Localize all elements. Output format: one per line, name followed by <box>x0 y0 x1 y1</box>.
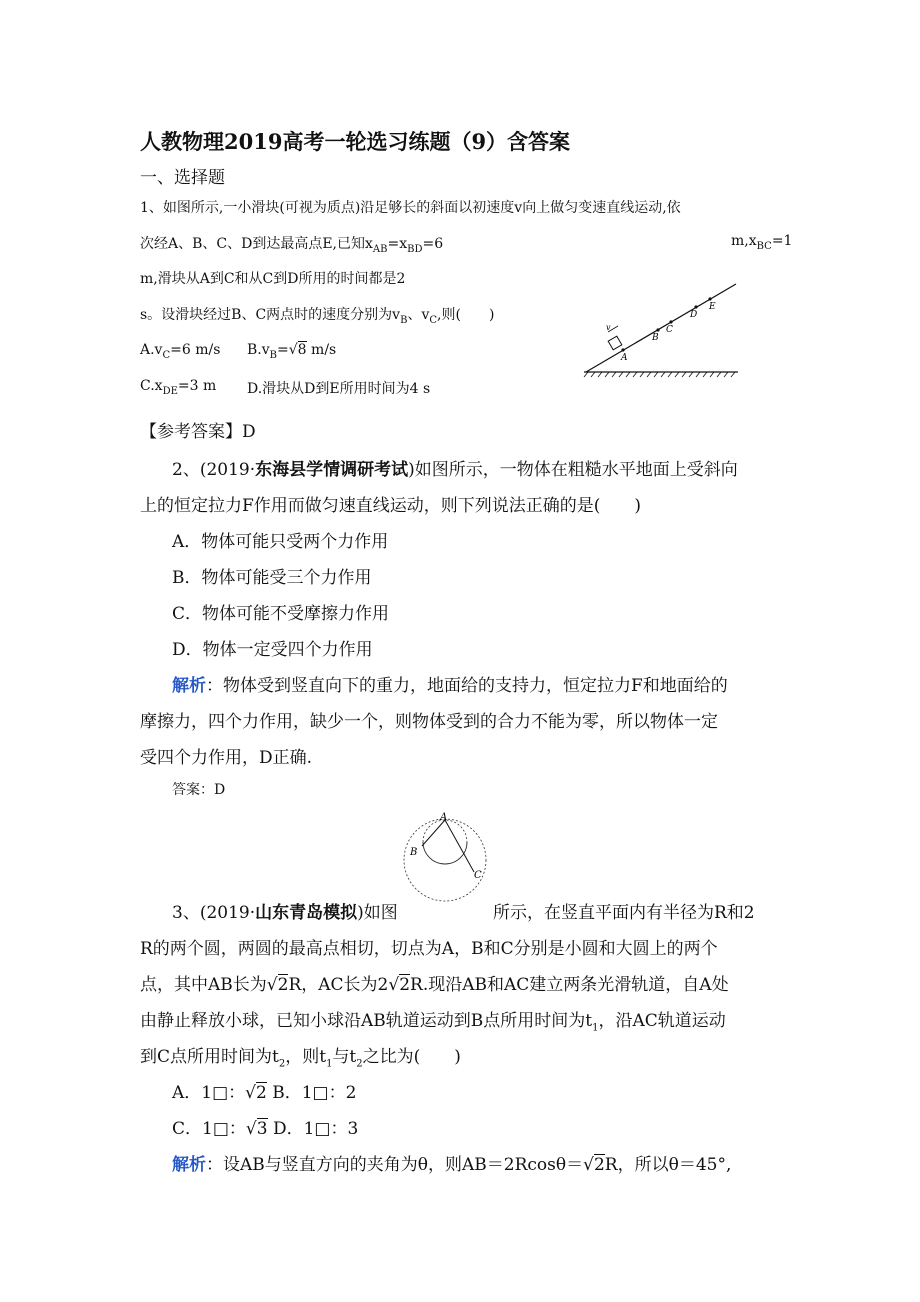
q3-line5-sub2: 1 <box>326 1058 333 1070</box>
chord-ac <box>445 820 474 872</box>
q1-line2-right <box>731 233 792 252</box>
q3-analysis-a: ：设AB与竖直方向的夹角为θ，则AB＝2Rcosθ＝ <box>206 1155 584 1175</box>
q3-line1-c: )如图 <box>357 903 398 923</box>
q3-line5 <box>140 1042 461 1069</box>
q1-option-c-sub: DE <box>162 385 178 397</box>
q3-line3-b: R，AC长为2 <box>288 975 389 995</box>
q2-analysis-line1 <box>172 671 728 696</box>
q1-option-a-a: A.v <box>140 342 163 358</box>
q1-sub-b: B <box>400 314 408 326</box>
q2-source: 东海县学情调研考试 <box>255 460 409 480</box>
q3-line5-sub1: 2 <box>278 1058 286 1070</box>
q3-line3-rad1: 2 <box>277 975 289 995</box>
q3-analysis-line1 <box>172 1150 731 1175</box>
q3-option-c-a: C．1□： <box>172 1119 246 1139</box>
label-point-c: C <box>474 870 482 881</box>
q2-option-a: A．物体可能只受两个力作用 <box>172 532 389 552</box>
q1-line4-c: ,则( ) <box>437 307 495 323</box>
label-a: A <box>621 353 628 363</box>
q3-analysis-label: 解析 <box>172 1155 206 1175</box>
q3-line3 <box>140 970 729 995</box>
q3-option-a-a: A．1□： <box>172 1083 246 1103</box>
q2-analysis-line2: 摩擦力，四个力作用，缺少一个，则物体受到的合力不能为零，所以物体一定 <box>140 712 718 732</box>
page-title: 人教物理2019高考一轮选习练题（9）含答案 <box>140 129 571 154</box>
sqrt-sign: √ <box>388 975 400 995</box>
q3-line3-rad2: 2 <box>399 975 411 995</box>
q1-option-b-sub: B <box>269 349 278 361</box>
q2-option-d: D．物体一定受四个力作用 <box>172 640 373 660</box>
small-circle-arc <box>423 842 467 864</box>
q1-option-a-sub: C <box>162 349 171 361</box>
label-e: E <box>709 302 716 312</box>
q3-line4-b: ，沿AC轨道运动 <box>598 1011 726 1031</box>
q3-line1-a: 3、(2019· <box>172 903 256 923</box>
sqrt-sign: √ <box>245 1119 257 1139</box>
point-a <box>621 348 624 351</box>
q3-line5-sub3: 2 <box>356 1058 363 1070</box>
q2-analysis-line3: 受四个力作用，D正确. <box>140 748 313 768</box>
q3-line5-d: 之比为( ) <box>362 1047 461 1067</box>
q2-line1-c: )如图所示，一物体在粗糙水平地面上受斜向 <box>408 460 738 480</box>
section-heading: 一、选择题 <box>140 168 225 188</box>
q3-analysis-b: R，所以θ＝45°, <box>604 1155 732 1175</box>
q1-option-b-b: =√ <box>277 342 298 358</box>
q1-line4-a: s。设滑块经过B、C两点时的速度分别为v <box>140 307 401 323</box>
label-point-a: A <box>440 812 448 823</box>
q1-option-c-a: C.x <box>140 378 163 394</box>
q3-line1-right: 所示，在竖直平面内有半径为R和2 <box>493 903 755 923</box>
circles-figure <box>398 812 494 904</box>
label-point-b: B <box>410 847 418 858</box>
q1-eq1: =x <box>387 236 408 252</box>
point-d <box>694 305 697 308</box>
q3-line1 <box>172 898 398 923</box>
label-b: B <box>652 333 659 343</box>
q3-options-row2 <box>172 1114 358 1139</box>
q3-option-d: D．1□：3 <box>272 1119 359 1139</box>
incline-figure <box>580 280 742 380</box>
q2-answer: 答案：D <box>172 782 226 798</box>
point-c <box>669 320 672 323</box>
label-d: D <box>690 310 698 320</box>
q1-option-b-a: B.v <box>247 342 270 358</box>
q3-analysis-rad: 2 <box>593 1155 605 1175</box>
q1-option-a <box>140 342 220 361</box>
slider-block <box>608 336 622 350</box>
q3-option-b: B．1□：2 <box>272 1083 357 1103</box>
ground-hatching <box>584 372 735 377</box>
q2-option-c: C．物体可能不受摩擦力作用 <box>172 604 390 624</box>
q2-analysis-text1: ：物体受到竖直向下的重力，地面给的支持力，恒定拉力F和地面给的 <box>206 676 728 696</box>
large-circle <box>404 819 486 901</box>
q3-options-row1 <box>172 1078 356 1103</box>
q1-line3: m,滑块从A到C和从C到D所用的时间都是2 <box>140 271 406 287</box>
q3-option-c-rad: 3 <box>256 1119 268 1139</box>
sqrt-sign: √ <box>245 1083 256 1103</box>
sqrt-sign: √ <box>583 1155 594 1175</box>
q1-line2-right-post: =1 <box>771 233 793 249</box>
q1-line2 <box>140 233 443 255</box>
q2-option-b: B．物体可能受三个力作用 <box>172 568 372 588</box>
q3-line5-c: 与t <box>332 1047 357 1067</box>
q1-answer: 【参考答案】D <box>140 422 256 442</box>
q3-line4-sub: 1 <box>592 1022 599 1034</box>
q3-option-a-rad: 2 <box>256 1083 267 1103</box>
q3-line2: R的两个圆，两圆的最高点相切，切点为A，B和C分别是小圆和大圆上的两个 <box>140 939 718 959</box>
q2-line1-a: 2、(2019· <box>172 460 256 480</box>
q1-line4 <box>140 304 494 326</box>
q2-analysis-label: 解析 <box>172 676 206 696</box>
q1-sub-bd: BD <box>407 243 423 255</box>
sqrt-sign: √ <box>266 975 278 995</box>
q1-option-b-c: m/s <box>306 342 337 358</box>
q3-line5-b: ，则t <box>285 1047 327 1067</box>
label-v: v <box>606 323 611 332</box>
q1-option-c <box>140 378 216 397</box>
point-e <box>708 297 711 300</box>
q3-line4-a: 由静止释放小球，已知小球沿AB轨道运动到B点所用时间为t <box>140 1011 593 1031</box>
q1-line2-text: 次经A、B、C、D到达最高点E,已知x <box>140 236 373 252</box>
q3-source: 山东青岛模拟 <box>255 903 358 923</box>
q1-sub-c: C <box>429 314 438 326</box>
q1-option-b-rad: 8 <box>297 342 307 358</box>
q1-sub-ab: AB <box>372 243 388 255</box>
q1-eq2: =6 <box>422 236 444 252</box>
q1-option-a-b: =6 m/s <box>170 342 221 358</box>
q1-option-d: D.滑块从D到E所用时间为4 s <box>247 381 431 397</box>
q1-line1: 1、如图所示,一小滑块(可视为质点)沿足够长的斜面以初速度v向上做匀变速直线运动,依 <box>140 200 681 216</box>
q3-line3-a: 点，其中AB长为 <box>140 975 267 995</box>
q1-option-c-b: =3 m <box>177 378 217 394</box>
q1-line2-right-pre: m,x <box>731 233 757 249</box>
q3-line3-c: R.现沿AB和AC建立两条光滑轨道，自A处 <box>410 975 729 995</box>
label-c: C <box>666 325 673 335</box>
q1-sub-bc: BC <box>756 240 772 252</box>
q3-line4 <box>140 1006 726 1033</box>
point-b <box>656 328 659 331</box>
q1-option-b <box>247 342 336 361</box>
q2-line2: 上的恒定拉力F作用而做匀速直线运动，则下列说法正确的是( ) <box>140 496 642 516</box>
small-circle-top <box>423 820 467 842</box>
q1-line4-b: 、v <box>407 307 430 323</box>
q2-line1 <box>172 455 738 480</box>
q3-line5-a: 到C点所用时间为t <box>140 1047 279 1067</box>
